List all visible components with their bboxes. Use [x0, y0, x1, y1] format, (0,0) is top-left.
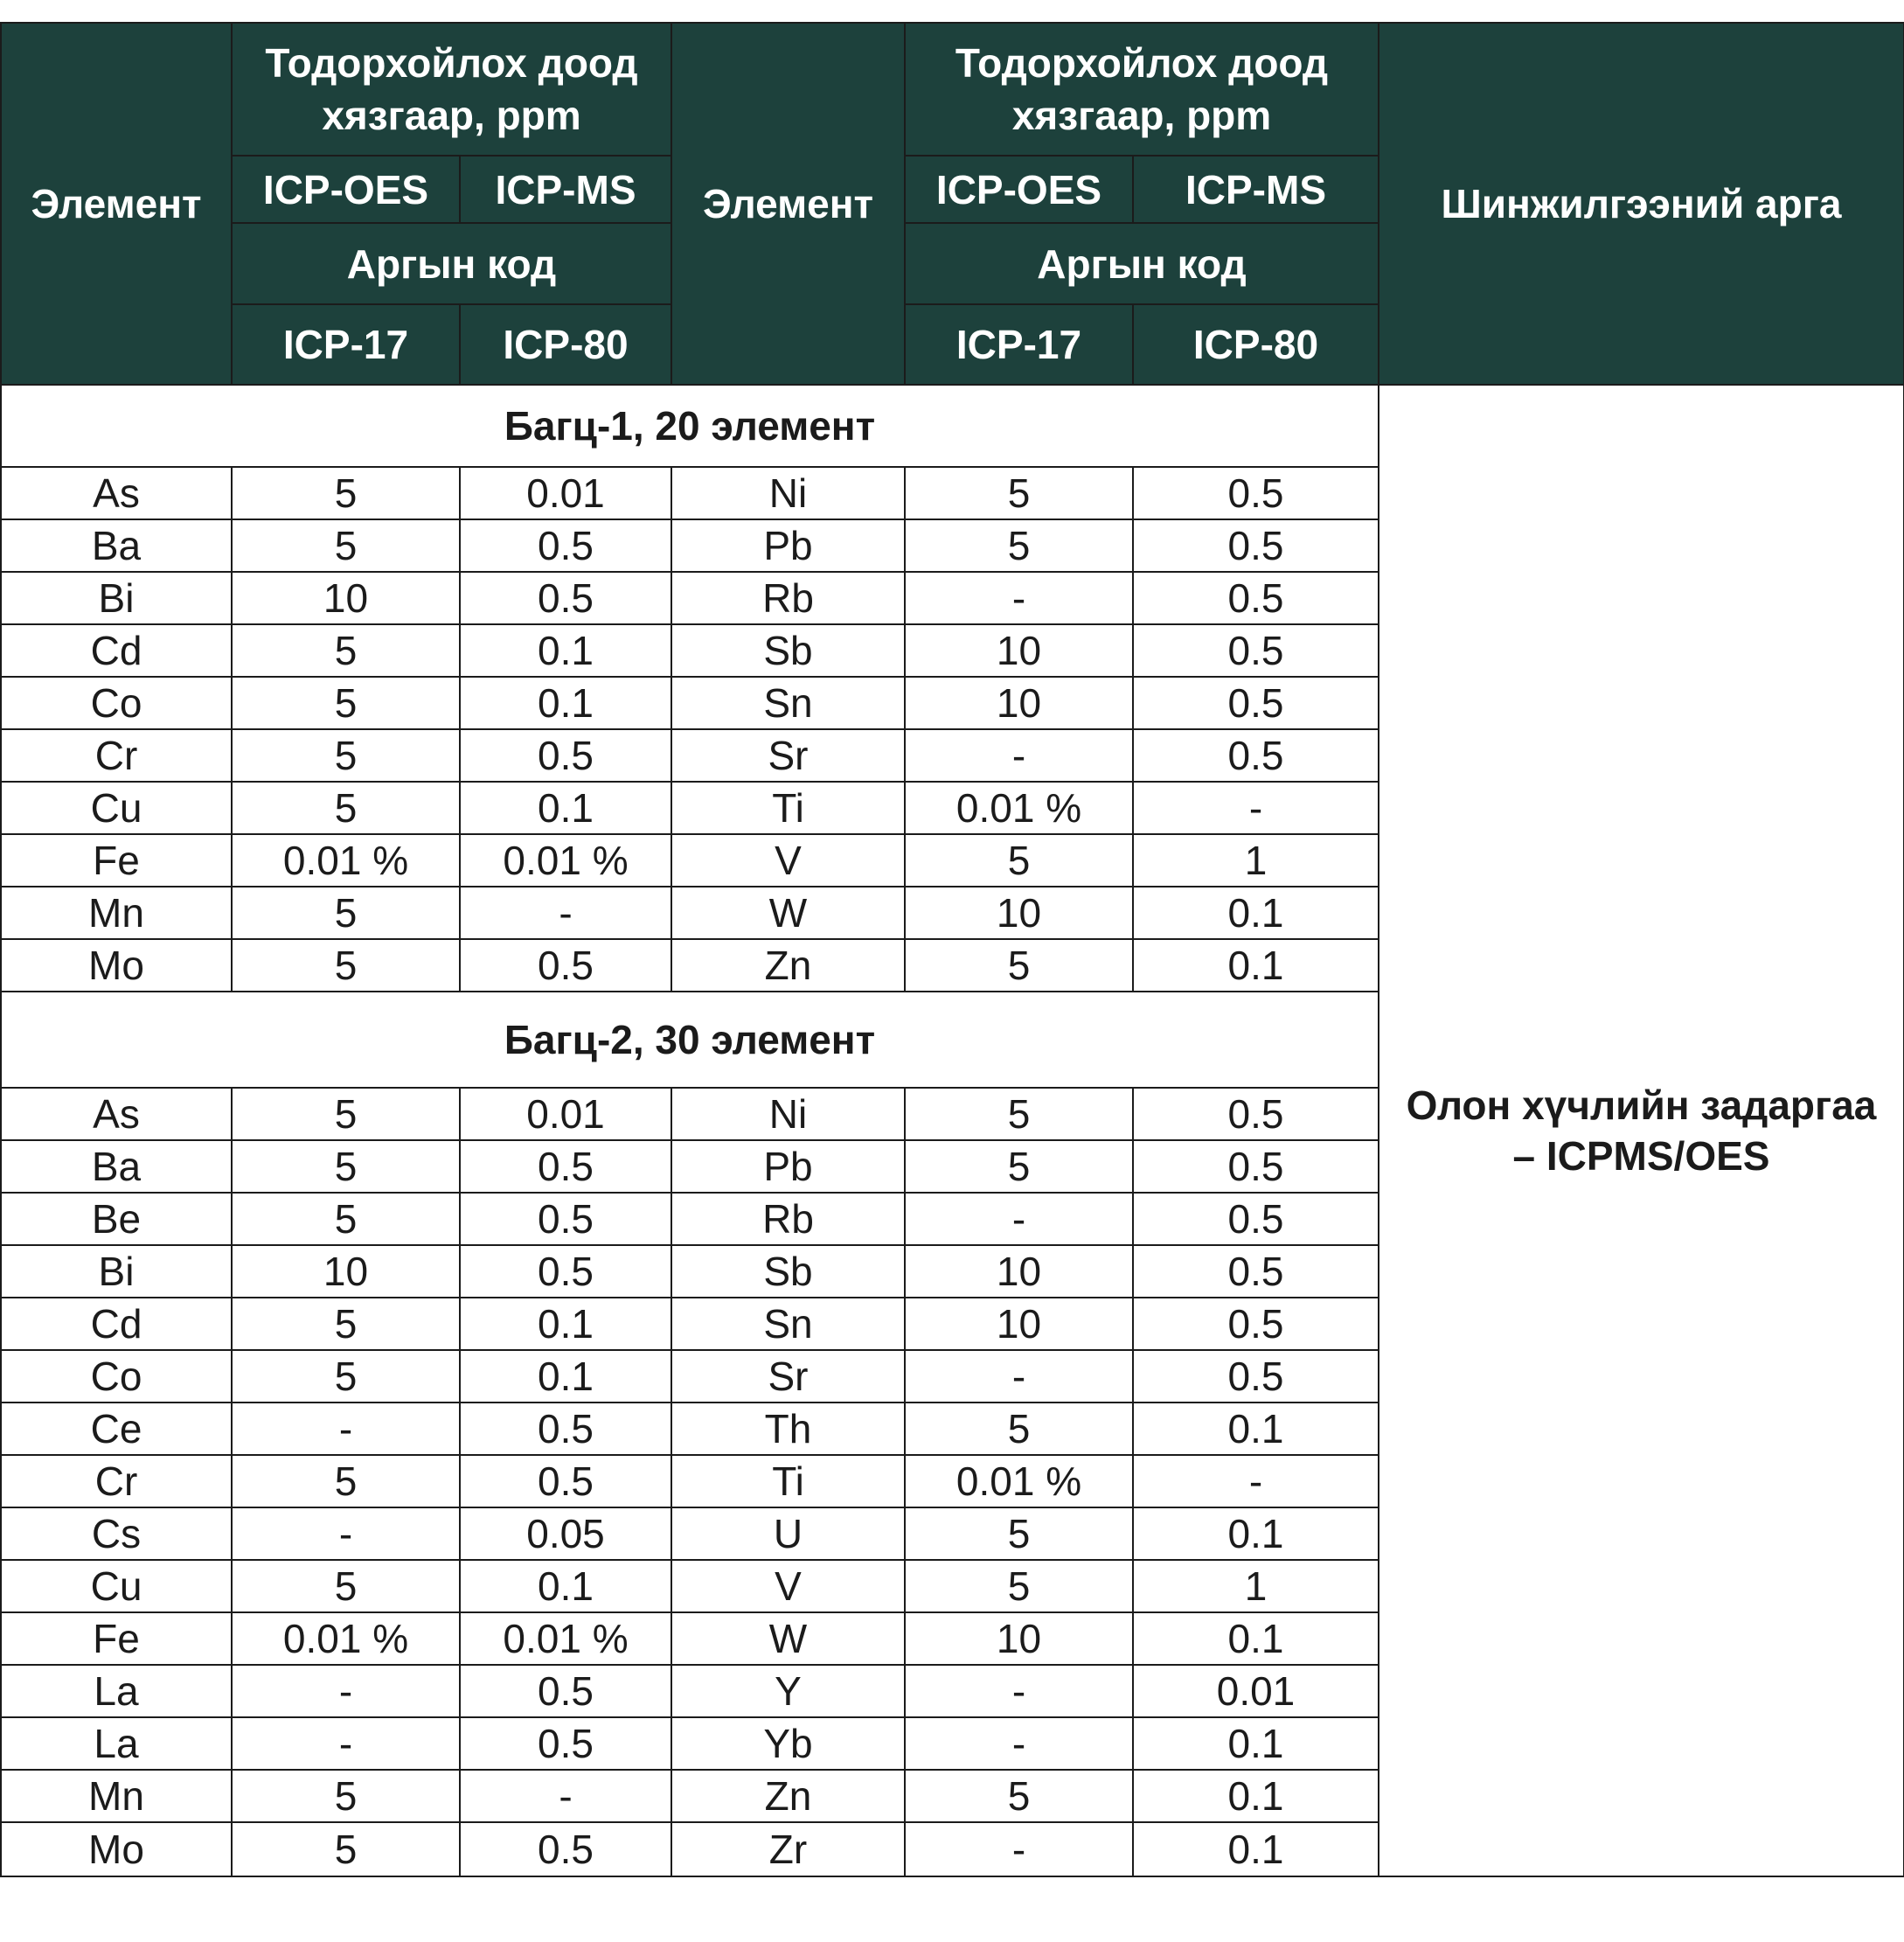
- cell-icp17-left: 5: [232, 1455, 460, 1507]
- cell-element-right: Sn: [671, 677, 905, 729]
- cell-icp17-left: 5: [232, 1560, 460, 1612]
- cell-icp17-right: 5: [905, 939, 1133, 992]
- cell-icp17-left: 5: [232, 1140, 460, 1193]
- cell-icp80-left: 0.5: [460, 519, 671, 572]
- cell-element-right: Yb: [671, 1717, 905, 1770]
- cell-icp17-right: 10: [905, 677, 1133, 729]
- cell-icp80-right: -: [1133, 782, 1379, 834]
- cell-element-left: Ba: [1, 1140, 232, 1193]
- cell-icp80-left: 0.5: [460, 572, 671, 624]
- cell-icp17-right: -: [905, 1350, 1133, 1403]
- header-icp-ms-right: ICP-MS: [1133, 156, 1379, 223]
- header-icp80-left: ICP-80: [460, 304, 671, 385]
- cell-element-right: Sb: [671, 624, 905, 677]
- cell-element-left: La: [1, 1665, 232, 1717]
- cell-icp80-right: 0.1: [1133, 1717, 1379, 1770]
- cell-icp17-left: 5: [232, 624, 460, 677]
- header-icp-oes-right: ICP-OES: [905, 156, 1133, 223]
- cell-icp17-left: 5: [232, 729, 460, 782]
- cell-icp17-right: 10: [905, 1245, 1133, 1298]
- cell-element-left: La: [1, 1717, 232, 1770]
- cell-element-right: Y: [671, 1665, 905, 1717]
- cell-icp80-left: 0.5: [460, 1455, 671, 1507]
- cell-element-left: Bi: [1, 572, 232, 624]
- header-icp17-right: ICP-17: [905, 304, 1133, 385]
- cell-element-left: Cu: [1, 1560, 232, 1612]
- cell-icp17-right: 0.01 %: [905, 782, 1133, 834]
- cell-icp80-right: 0.5: [1133, 467, 1379, 519]
- group-header-row: [1, 385, 1904, 467]
- cell-icp80-right: 0.5: [1133, 677, 1379, 729]
- cell-icp80-left: 0.01 %: [460, 1612, 671, 1665]
- cell-icp17-right: 0.01 %: [905, 1455, 1133, 1507]
- header-method-code-right: Аргын код: [905, 223, 1379, 304]
- cell-element-right: W: [671, 887, 905, 939]
- cell-element-right: Pb: [671, 1140, 905, 1193]
- cell-icp80-left: 0.5: [460, 1403, 671, 1455]
- cell-element-left: Co: [1, 677, 232, 729]
- cell-icp17-right: 10: [905, 1298, 1133, 1350]
- cell-icp80-right: -: [1133, 1455, 1379, 1507]
- cell-element-left: Cd: [1, 624, 232, 677]
- cell-icp80-right: 0.01: [1133, 1665, 1379, 1717]
- cell-icp17-left: 0.01 %: [232, 1612, 460, 1665]
- cell-icp80-left: 0.5: [460, 1193, 671, 1245]
- cell-element-right: Sb: [671, 1245, 905, 1298]
- cell-element-right: Zn: [671, 939, 905, 992]
- cell-element-left: Fe: [1, 834, 232, 887]
- cell-icp80-right: 0.1: [1133, 1822, 1379, 1876]
- cell-icp17-right: -: [905, 729, 1133, 782]
- cell-element-right: W: [671, 1612, 905, 1665]
- cell-icp80-right: 0.5: [1133, 729, 1379, 782]
- cell-icp80-left: 0.5: [460, 1717, 671, 1770]
- cell-icp17-left: 5: [232, 677, 460, 729]
- cell-icp80-right: 0.1: [1133, 1403, 1379, 1455]
- cell-element-left: Mo: [1, 1822, 232, 1876]
- cell-icp17-right: 5: [905, 519, 1133, 572]
- cell-icp17-right: 5: [905, 1560, 1133, 1612]
- cell-element-right: Zr: [671, 1822, 905, 1876]
- cell-icp17-right: 5: [905, 1403, 1133, 1455]
- cell-element-left: As: [1, 467, 232, 519]
- cell-icp17-left: 5: [232, 1193, 460, 1245]
- header-icp80-right: ICP-80: [1133, 304, 1379, 385]
- cell-element-right: Zn: [671, 1770, 905, 1822]
- cell-element-left: Cr: [1, 1455, 232, 1507]
- cell-icp17-right: -: [905, 1665, 1133, 1717]
- cell-icp80-left: 0.01 %: [460, 834, 671, 887]
- cell-icp17-right: -: [905, 1822, 1133, 1876]
- cell-icp17-right: 5: [905, 1507, 1133, 1560]
- header-icp-ms-left: ICP-MS: [460, 156, 671, 223]
- cell-icp80-right: 0.1: [1133, 1507, 1379, 1560]
- cell-icp17-left: 5: [232, 1088, 460, 1140]
- cell-icp80-right: 0.5: [1133, 1298, 1379, 1350]
- analysis-method-text: Олон хүчлийн задаргаа – ICPMS/OES: [1379, 385, 1904, 1876]
- cell-element-left: Mn: [1, 1770, 232, 1822]
- cell-element-right: Pb: [671, 519, 905, 572]
- cell-icp17-left: 5: [232, 887, 460, 939]
- cell-icp17-right: 5: [905, 467, 1133, 519]
- header-detection-limit-right: Тодорхойлох доод хязгаар, ppm: [905, 23, 1379, 156]
- cell-icp80-right: 1: [1133, 1560, 1379, 1612]
- cell-element-right: Sn: [671, 1298, 905, 1350]
- cell-element-right: Sr: [671, 1350, 905, 1403]
- cell-icp17-right: 10: [905, 624, 1133, 677]
- cell-element-left: Ce: [1, 1403, 232, 1455]
- cell-icp80-left: 0.01: [460, 467, 671, 519]
- cell-element-right: Th: [671, 1403, 905, 1455]
- cell-element-right: Ti: [671, 782, 905, 834]
- cell-element-left: Cd: [1, 1298, 232, 1350]
- cell-element-right: Sr: [671, 729, 905, 782]
- cell-icp17-left: 10: [232, 572, 460, 624]
- cell-icp80-left: 0.05: [460, 1507, 671, 1560]
- cell-element-left: Be: [1, 1193, 232, 1245]
- cell-icp80-left: 0.1: [460, 1298, 671, 1350]
- cell-icp17-right: -: [905, 1193, 1133, 1245]
- cell-icp17-right: 5: [905, 834, 1133, 887]
- header-detection-limit-left: Тодорхойлох доод хязгаар, ppm: [232, 23, 671, 156]
- group-title: Багц-1, 20 элемент: [1, 385, 1379, 467]
- cell-element-right: V: [671, 834, 905, 887]
- cell-element-left: Bi: [1, 1245, 232, 1298]
- cell-icp17-left: 5: [232, 1822, 460, 1876]
- cell-icp17-left: 0.01 %: [232, 834, 460, 887]
- header-icp17-left: ICP-17: [232, 304, 460, 385]
- cell-icp80-left: 0.5: [460, 1140, 671, 1193]
- cell-icp80-right: 0.5: [1133, 1088, 1379, 1140]
- cell-icp80-left: 0.01: [460, 1088, 671, 1140]
- header-method-code-left: Аргын код: [232, 223, 671, 304]
- cell-icp80-left: 0.5: [460, 729, 671, 782]
- cell-icp17-left: 5: [232, 782, 460, 834]
- cell-icp17-left: -: [232, 1665, 460, 1717]
- cell-icp17-right: 10: [905, 1612, 1133, 1665]
- cell-icp80-left: -: [460, 1770, 671, 1822]
- cell-icp80-right: 0.1: [1133, 1770, 1379, 1822]
- cell-icp80-left: -: [460, 887, 671, 939]
- cell-icp80-right: 0.1: [1133, 939, 1379, 992]
- cell-icp17-left: 5: [232, 519, 460, 572]
- header-element-left: Элемент: [1, 23, 232, 385]
- cell-icp17-right: 5: [905, 1088, 1133, 1140]
- cell-icp80-left: 0.1: [460, 677, 671, 729]
- cell-element-left: Ba: [1, 519, 232, 572]
- cell-icp17-right: 5: [905, 1140, 1133, 1193]
- table-body: [1, 385, 1904, 1876]
- cell-icp17-left: 10: [232, 1245, 460, 1298]
- cell-icp17-left: -: [232, 1717, 460, 1770]
- cell-icp80-left: 0.5: [460, 939, 671, 992]
- group-title: Багц-2, 30 элемент: [1, 992, 1379, 1088]
- cell-icp80-right: 0.5: [1133, 1350, 1379, 1403]
- cell-icp17-left: 5: [232, 1350, 460, 1403]
- cell-icp80-left: 0.5: [460, 1665, 671, 1717]
- cell-icp80-right: 0.5: [1133, 624, 1379, 677]
- cell-element-right: V: [671, 1560, 905, 1612]
- cell-icp17-right: -: [905, 1717, 1133, 1770]
- cell-icp80-right: 0.5: [1133, 1140, 1379, 1193]
- cell-icp80-left: 0.5: [460, 1822, 671, 1876]
- cell-element-right: Rb: [671, 1193, 905, 1245]
- cell-element-right: Rb: [671, 572, 905, 624]
- cell-element-left: Cr: [1, 729, 232, 782]
- header-element-right: Элемент: [671, 23, 905, 385]
- cell-element-left: Fe: [1, 1612, 232, 1665]
- cell-icp80-left: 0.1: [460, 624, 671, 677]
- cell-element-right: U: [671, 1507, 905, 1560]
- table-header: [1, 23, 1904, 385]
- cell-icp17-left: 5: [232, 1770, 460, 1822]
- cell-element-left: Mo: [1, 939, 232, 992]
- cell-element-left: Mn: [1, 887, 232, 939]
- detection-limits-table: [0, 22, 1904, 1877]
- cell-icp17-left: -: [232, 1507, 460, 1560]
- cell-element-right: Ni: [671, 467, 905, 519]
- cell-icp80-right: 0.1: [1133, 1612, 1379, 1665]
- cell-element-left: Co: [1, 1350, 232, 1403]
- cell-icp80-right: 0.5: [1133, 519, 1379, 572]
- cell-element-left: Cu: [1, 782, 232, 834]
- cell-icp17-left: 5: [232, 1298, 460, 1350]
- cell-icp80-left: 0.5: [460, 1245, 671, 1298]
- cell-icp80-right: 1: [1133, 834, 1379, 887]
- cell-icp80-left: 0.1: [460, 1560, 671, 1612]
- cell-icp80-right: 0.5: [1133, 1245, 1379, 1298]
- header-analysis-method: Шинжилгээний арга: [1379, 23, 1904, 385]
- cell-icp80-right: 0.5: [1133, 572, 1379, 624]
- cell-icp80-left: 0.1: [460, 782, 671, 834]
- cell-element-left: Cs: [1, 1507, 232, 1560]
- cell-icp80-right: 0.5: [1133, 1193, 1379, 1245]
- header-icp-oes-left: ICP-OES: [232, 156, 460, 223]
- cell-icp17-right: 10: [905, 887, 1133, 939]
- cell-icp80-left: 0.1: [460, 1350, 671, 1403]
- cell-icp17-right: -: [905, 572, 1133, 624]
- cell-element-right: Ti: [671, 1455, 905, 1507]
- cell-icp17-left: -: [232, 1403, 460, 1455]
- cell-icp17-left: 5: [232, 467, 460, 519]
- cell-icp17-right: 5: [905, 1770, 1133, 1822]
- cell-icp80-right: 0.1: [1133, 887, 1379, 939]
- cell-element-right: Ni: [671, 1088, 905, 1140]
- cell-icp17-left: 5: [232, 939, 460, 992]
- cell-element-left: As: [1, 1088, 232, 1140]
